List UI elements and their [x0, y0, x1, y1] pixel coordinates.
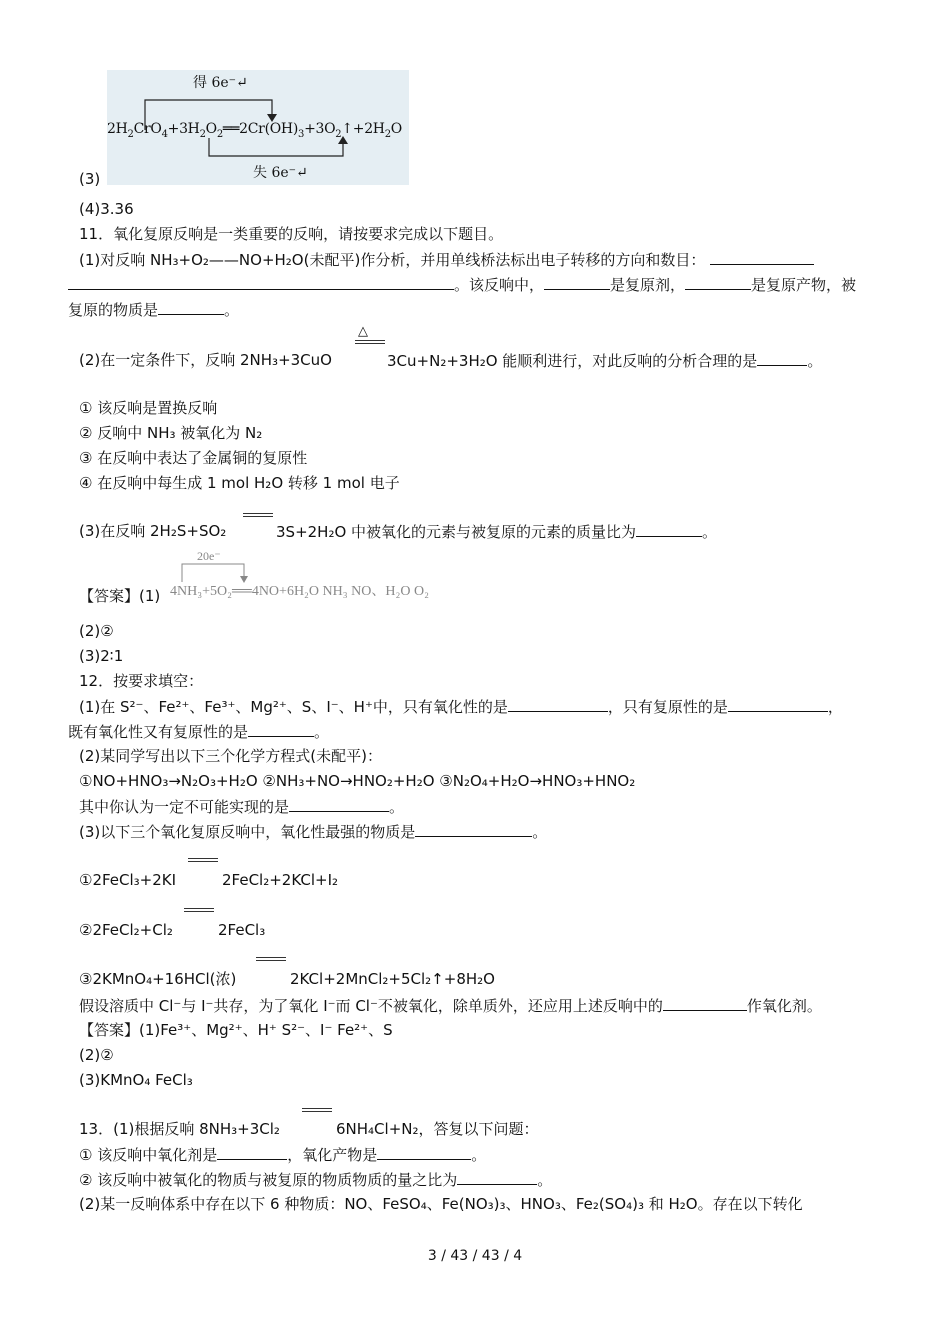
q11-blank-transfer[interactable] — [710, 248, 814, 265]
q11-part1-line3-end: 。 — [224, 301, 240, 319]
q11-intro: 11．氧化复原反响是一类重要的反响，请按要求完成以下题目。 — [79, 225, 504, 243]
q11-part2-condition: △ — [358, 324, 368, 339]
q12-part3 — [79, 820, 547, 843]
q11-part1-line3 — [68, 298, 239, 321]
q12-blank-oxidizing[interactable] — [508, 695, 608, 712]
q12-part2-question-text: 其中你认为一定不可能实现的是 — [79, 798, 290, 816]
q11-part2-equals — [355, 340, 385, 344]
q11-part1-mid: 。该反响中， — [454, 276, 545, 294]
q11-answer-2: (2)② — [79, 622, 114, 640]
q13-sub-1 — [79, 1143, 486, 1166]
q12-r1-equals — [188, 858, 218, 862]
q11-answer-electron-count: 20e⁻ — [197, 549, 221, 563]
q12-reaction-2-left: ②2FeCl₂+Cl₂ — [79, 921, 173, 939]
q12-part1-line2-text: 既有氧化性又有复原性的是 — [68, 723, 249, 741]
q12-part4-text: 假设溶质中 Cl⁻与 I⁻共存，为了氧化 I⁻而 Cl⁻不被氧化，除单质外，还应用上述反响中的 — [79, 997, 663, 1015]
q13-sub1-end: 。 — [471, 1146, 487, 1164]
q12-answer-3: (3)KMnO₄ FeCl₃ — [79, 1071, 193, 1089]
q11-part3-right — [276, 520, 717, 543]
q11-blank-mass-ratio[interactable] — [636, 520, 702, 537]
electron-transfer-figure — [107, 70, 409, 185]
q12-part2-question — [79, 795, 404, 818]
q12-part1-end: ， — [827, 698, 843, 716]
q13-intro-left: 13．(1)根据反响 8NH₃+3Cl₂ — [79, 1120, 280, 1138]
q12-part3-end: 。 — [532, 823, 548, 841]
q12-part2-equations: ①NO+HNO₃→N₂O₃+H₂O ②NH₃+NO→HNO₂+H₂O ③N₂O₄+H₂O→HNO₃+HNO₂ — [79, 772, 636, 790]
q11-part2-end: 。 — [807, 352, 823, 370]
q13-blank-oxidation-product[interactable] — [377, 1143, 471, 1160]
q13-sub2-end: 。 — [537, 1171, 553, 1189]
gain-electrons-label: 得 6e⁻↵ — [193, 75, 248, 91]
q12-part4-end: 作氧化剂。 — [746, 997, 822, 1015]
q13-sub1-mid: ，氧化产物是 — [287, 1146, 378, 1164]
q12-part1-mid: ，只有复原性的是 — [607, 698, 728, 716]
q10-part3-label: (3) — [79, 170, 101, 188]
q12-reaction-3-left: ③2KMnO₄+16HCl(浓) — [79, 970, 237, 988]
q11-product-text: 是复原产物，被 — [751, 276, 857, 294]
q12-part4 — [79, 994, 822, 1017]
q12-blank-both[interactable] — [248, 720, 314, 737]
q11-blank-reduced[interactable] — [158, 298, 224, 315]
q12-part2-end: 。 — [389, 798, 405, 816]
q12-blank-reducing[interactable] — [728, 695, 828, 712]
q13-blank-ratio[interactable] — [457, 1168, 537, 1185]
q11-answer-label: 【答案】(1) — [79, 587, 161, 605]
q11-part2-left: (2)在一定条件下，反响 2NH₃+3CuO — [79, 351, 332, 369]
q12-part1-line2-end: 。 — [314, 723, 330, 741]
q12-part3-text: (3)以下三个氧化复原反响中，氧化性最强的物质是 — [79, 823, 416, 841]
q12-blank-oxidant[interactable] — [663, 994, 747, 1011]
q11-answer-equation: 4NH₃+5O₂══4NO+6H₂O NH₃ NO、H₂O O₂ — [170, 584, 429, 599]
q12-blank-impossible[interactable] — [289, 795, 389, 812]
q13-blank-oxidant[interactable] — [217, 1143, 287, 1160]
q11-option-4: ④ 在反响中每生成 1 mol H₂O 转移 1 mol 电子 — [79, 474, 400, 492]
q11-part1-text: (1)对反响 NH₃+O₂——NO+H₂O(未配平)作分析，并用单线桥法标出电子转移的方向和数目： — [79, 251, 706, 269]
q11-option-2: ② 反响中 NH₃ 被氧化为 N₂ — [79, 424, 263, 442]
q11-part2-right-text: 3Cu+N₂+3H₂O 能顺利进行，对此反响的分析合理的是 — [387, 352, 758, 370]
q11-part2-right — [387, 349, 822, 372]
figure-equation: $2H_2CrO_4+3H_2O_2══2Cr(OH)_3+3O_2↑+2H_2O$ — [107, 121, 402, 140]
q12-reaction-3-right: 2KCl+2MnCl₂+5Cl₂↑+8H₂O — [290, 970, 495, 988]
q10-part4-answer: (4)3.36 — [79, 200, 134, 218]
q12-intro: 12．按要求填空： — [79, 672, 204, 690]
q11-part3-right-text: 3S+2H₂O 中被氧化的元素与被复原的元素的质量比为 — [276, 523, 637, 541]
q12-part1-line2 — [68, 720, 329, 743]
q12-r3-equals — [256, 957, 286, 961]
q11-part1-line3-text: 复原的物质是 — [68, 301, 159, 319]
q11-blank-reductant[interactable] — [544, 273, 610, 290]
q13-equals — [302, 1108, 332, 1112]
q12-answer-1: 【答案】(1)Fe³⁺、Mg²⁺、H⁺ S²⁻、I⁻ Fe²⁺、S — [79, 1021, 393, 1039]
q11-option-1: ① 该反响是置换反响 — [79, 399, 218, 417]
q12-part1-text: (1)在 S²⁻、Fe²⁺、Fe³⁺、Mg²⁺、S、I⁻、H⁺中，只有氧化性的是 — [79, 698, 508, 716]
q11-part1-line2 — [68, 273, 856, 296]
q12-part1-line1 — [79, 695, 843, 718]
q12-blank-strongest[interactable] — [415, 820, 532, 837]
q11-blank-analysis[interactable] — [757, 349, 807, 366]
q11-option-3: ③ 在反响中表达了金属铜的复原性 — [79, 449, 308, 467]
q13-intro-right: 6NH₄Cl+N₂，答复以下问题： — [336, 1120, 539, 1138]
q13-sub2-text: ② 该反响中被氧化的物质与被复原的物质物质的量之比为 — [79, 1171, 458, 1189]
q11-part3-left: (3)在反响 2H₂S+SO₂ — [79, 522, 227, 540]
q12-answer-2: (2)② — [79, 1046, 114, 1064]
q12-r2-equals — [184, 908, 214, 912]
q13-sub-2 — [79, 1168, 552, 1191]
q12-reaction-1-right: 2FeCl₂+2KCl+I₂ — [222, 871, 339, 889]
page-footer: 3 / 43 / 43 / 4 — [427, 1248, 523, 1264]
lose-electrons-label: 失 6e⁻↵ — [253, 165, 308, 181]
q13-part2: (2)某一反响体系中存在以下 6 种物质：NO、FeSO₄、Fe(NO₃)₃、HNO₃、Fe₂(SO₄)₃ 和 H₂O。存在以下转化 — [79, 1195, 803, 1213]
q11-part3-equals — [243, 513, 273, 517]
q11-blank-transfer-cont[interactable] — [68, 273, 454, 290]
q11-blank-product[interactable] — [685, 273, 751, 290]
q11-part1-line1 — [79, 248, 814, 271]
q12-part2: (2)某同学写出以下三个化学方程式(未配平)： — [79, 747, 382, 765]
q11-part3-end: 。 — [702, 523, 718, 541]
q12-reaction-2-right: 2FeCl₃ — [218, 921, 266, 939]
q12-reaction-1-left: ①2FeCl₃+2KI — [79, 871, 177, 889]
q13-sub1-text: ① 该反响中氧化剂是 — [79, 1146, 218, 1164]
q11-reductant-text: 是复原剂， — [610, 276, 686, 294]
q11-answer-3: (3)2∶1 — [79, 647, 124, 665]
